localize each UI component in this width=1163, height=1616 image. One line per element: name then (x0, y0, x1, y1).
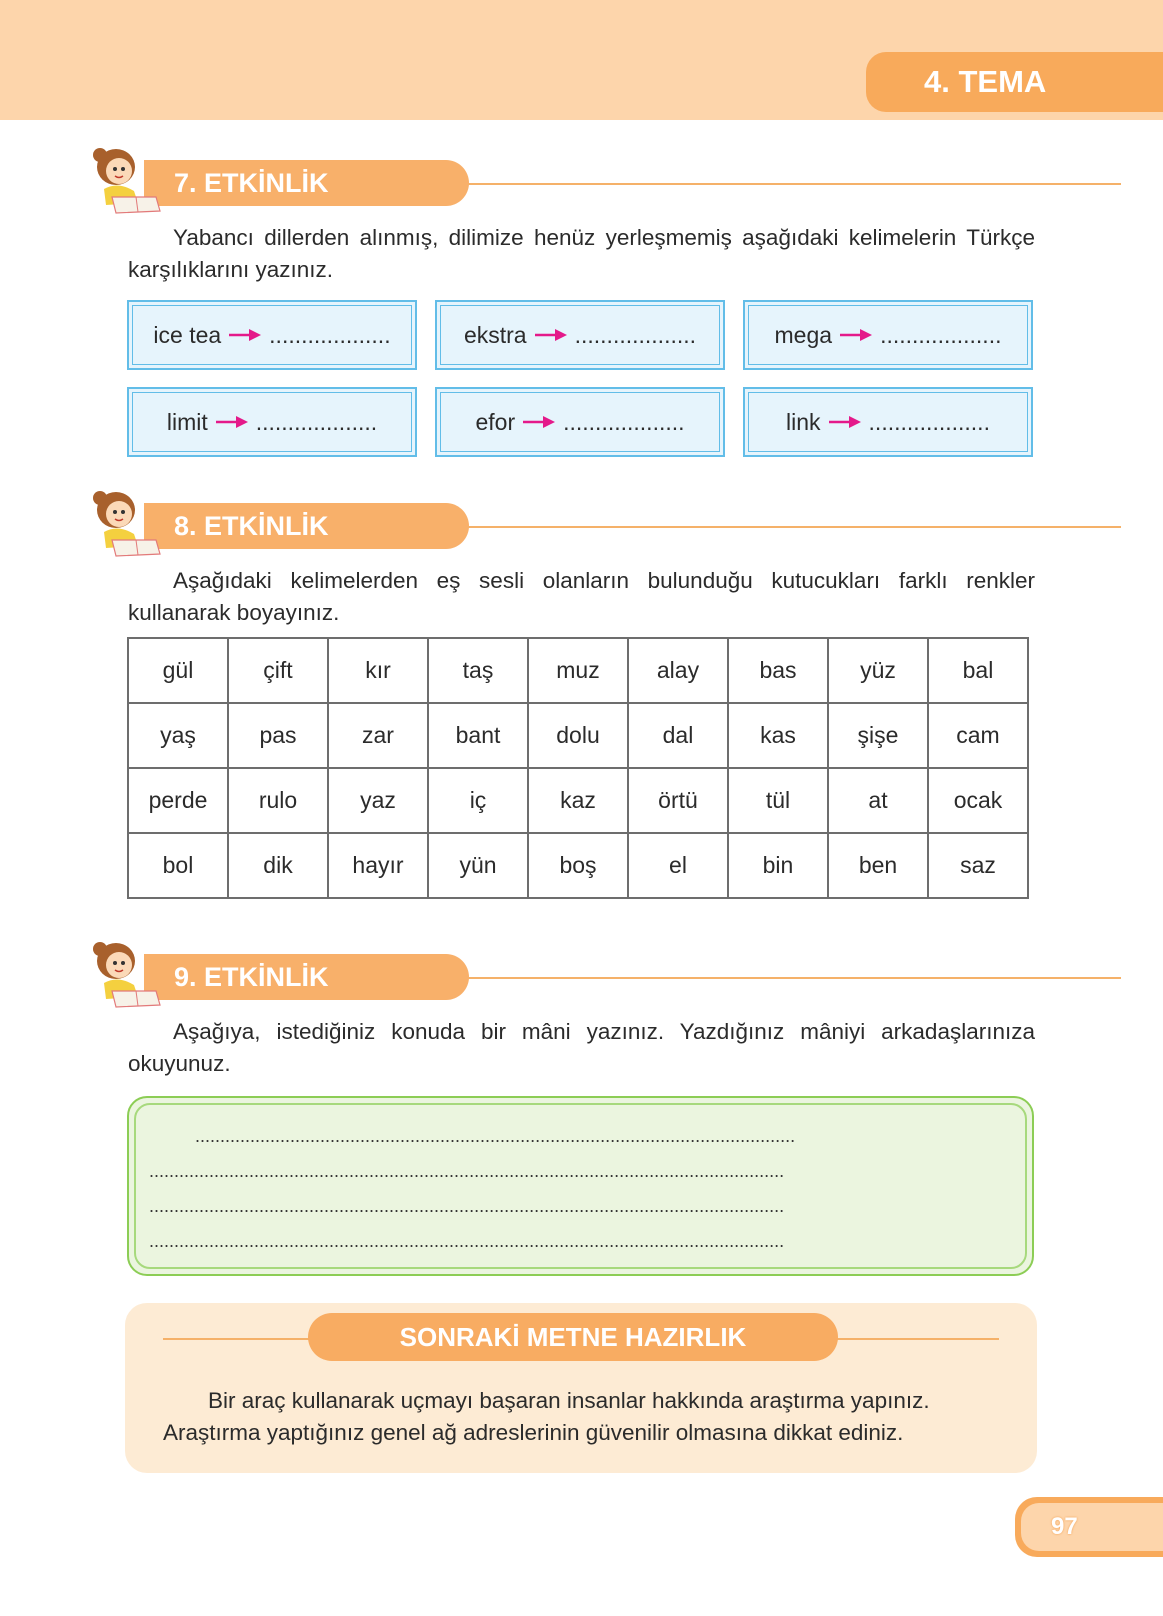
page-number-inner (1021, 1503, 1163, 1551)
word-cell[interactable]: yaş (128, 703, 228, 768)
header-rule (376, 183, 1121, 185)
word-cell[interactable]: ocak (928, 768, 1028, 833)
word-cell[interactable]: yaz (328, 768, 428, 833)
prep-title-pill (308, 1313, 838, 1361)
word-cell[interactable]: bas (728, 638, 828, 703)
word-cell[interactable]: gül (128, 638, 228, 703)
word-cell[interactable]: saz (928, 833, 1028, 898)
activity-8-instruction-text: Aşağıdaki kelimelerden eş sesli olanların bulunduğu kutucukları farklı renkler kullanarak boyayınız. (128, 568, 1035, 625)
foreign-word: mega (774, 321, 833, 348)
word-cell[interactable]: at (828, 768, 928, 833)
answer-blank[interactable]: ................... (574, 321, 697, 348)
table-row (128, 833, 1028, 898)
girl-reading-icon (86, 935, 166, 1015)
activity-9-title-pill (144, 954, 469, 1000)
arrow-right-icon (535, 328, 567, 342)
word-cell[interactable]: dal (628, 703, 728, 768)
activity-7-title: 7. ETKİNLİK (174, 167, 329, 198)
word-box[interactable] (743, 387, 1033, 457)
girl-reading-icon (86, 141, 166, 221)
activity-9-instruction (128, 1016, 1035, 1080)
answer-blank[interactable]: ................... (868, 408, 990, 435)
activity-9-instruction-text: Aşağıya, istediğiniz konuda bir mâni yazınız. Yazdığınız mâniyi arkadaşlarınıza okuyunuz. (128, 1019, 1035, 1076)
table-row (128, 638, 1028, 703)
arrow-right-icon (229, 328, 261, 342)
foreign-word: efor (475, 408, 516, 435)
word-cell[interactable]: muz (528, 638, 628, 703)
word-cell[interactable]: kır (328, 638, 428, 703)
word-box[interactable] (743, 300, 1033, 370)
answer-blank[interactable]: ................... (563, 408, 685, 435)
homonym-table (127, 637, 1029, 899)
word-cell[interactable]: çift (228, 638, 328, 703)
prep-text-line: Araştırma yaptığınız genel ağ adreslerinin güvenilir olmasına dikkat ediniz. (163, 1420, 904, 1445)
writing-line[interactable]: ............................................................................................................................... (149, 1161, 785, 1181)
word-cell[interactable]: perde (128, 768, 228, 833)
foreign-word: link (786, 408, 821, 435)
word-cell[interactable]: el (628, 833, 728, 898)
writing-line[interactable]: ............................................................................................................................... (149, 1196, 785, 1216)
theme-tab (866, 52, 1163, 112)
word-cell[interactable]: hayır (328, 833, 428, 898)
answer-blank[interactable]: ................... (880, 321, 1002, 348)
prep-title: SONRAKİ METNE HAZIRLIK (399, 1321, 747, 1352)
word-box[interactable] (127, 387, 417, 457)
foreign-word: ekstra (463, 321, 527, 348)
word-box[interactable] (435, 387, 725, 457)
table-row (128, 768, 1028, 833)
word-cell[interactable]: bin (728, 833, 828, 898)
foreign-word: limit (166, 408, 208, 435)
activity-7-header (86, 155, 1036, 225)
arrow-right-icon (216, 415, 248, 429)
prep-text (163, 1385, 1013, 1449)
header-rule (376, 977, 1121, 979)
word-cell[interactable]: rulo (228, 768, 328, 833)
activity-8-title: 8. ETKİNLİK (174, 510, 329, 541)
word-cell[interactable]: bant (428, 703, 528, 768)
activity-7-instruction (128, 222, 1035, 286)
word-cell[interactable]: zar (328, 703, 428, 768)
word-cell[interactable]: bol (128, 833, 228, 898)
prep-rule-right (833, 1338, 999, 1340)
word-cell[interactable]: pas (228, 703, 328, 768)
word-cell[interactable]: alay (628, 638, 728, 703)
arrow-right-icon (523, 415, 555, 429)
word-cell[interactable]: yün (428, 833, 528, 898)
word-cell[interactable]: dolu (528, 703, 628, 768)
prep-rule-left (163, 1338, 313, 1340)
girl-reading-icon (86, 484, 166, 564)
word-cell[interactable]: boş (528, 833, 628, 898)
word-cell[interactable]: örtü (628, 768, 728, 833)
word-cell[interactable]: taş (428, 638, 528, 703)
activity-8-title-pill (144, 503, 469, 549)
word-cell[interactable]: kas (728, 703, 828, 768)
writing-line[interactable]: ........................................................................................................................ (195, 1126, 796, 1146)
answer-blank[interactable]: ................... (255, 408, 378, 435)
word-cell[interactable]: ben (828, 833, 928, 898)
table-row (128, 703, 1028, 768)
activity-7-title-pill (144, 160, 469, 206)
answer-blank[interactable]: ................... (269, 321, 391, 348)
activity-8-instruction (128, 565, 1035, 629)
page-number-tab (1015, 1497, 1163, 1557)
next-text-preparation-box (125, 1303, 1037, 1473)
activity-9-title: 9. ETKİNLİK (174, 961, 329, 992)
word-box[interactable] (435, 300, 725, 370)
theme-label: 4. TEMA (924, 64, 1047, 99)
word-cell[interactable]: bal (928, 638, 1028, 703)
writing-line[interactable]: ............................................................................................................................... (149, 1231, 785, 1251)
word-cell[interactable]: yüz (828, 638, 928, 703)
word-cell[interactable]: tül (728, 768, 828, 833)
word-cell[interactable]: kaz (528, 768, 628, 833)
activity-9-header (86, 949, 1036, 1019)
word-cell[interactable]: cam (928, 703, 1028, 768)
arrow-right-icon (840, 328, 872, 342)
page-number: 97 (1051, 1513, 1078, 1540)
header-rule (376, 526, 1121, 528)
word-box[interactable] (127, 300, 417, 370)
prep-text-line: Bir araç kullanarak uçmayı başaran insanlar hakkında araştırma yapınız. (208, 1388, 930, 1413)
poem-writing-box[interactable] (127, 1096, 1034, 1276)
word-cell[interactable]: dik (228, 833, 328, 898)
word-cell[interactable]: iç (428, 768, 528, 833)
word-cell[interactable]: şişe (828, 703, 928, 768)
foreign-word: ice tea (153, 321, 222, 348)
activity-7-instruction-text: Yabancı dillerden alınmış, dilimize henüz yerleşmemiş aşağıdaki kelimelerin Türkçe karşılıklarını yazınız. (128, 225, 1035, 282)
activity-8-header (86, 498, 1036, 568)
arrow-right-icon (829, 415, 861, 429)
